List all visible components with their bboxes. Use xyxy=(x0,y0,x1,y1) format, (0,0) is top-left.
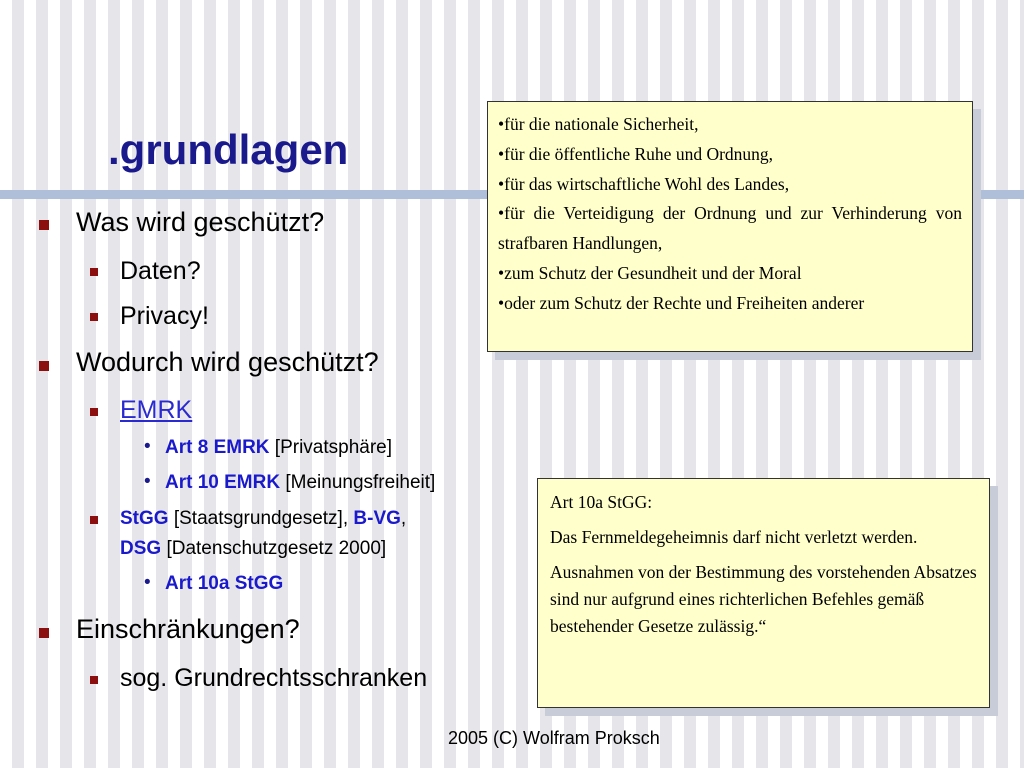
bullet-square-icon xyxy=(90,268,98,276)
stgg-box-para1: Das Fernmeldegeheimnis darf nicht verletzt werden. xyxy=(550,527,918,547)
outline-item-art10 xyxy=(165,472,435,494)
slide-title: .grundlagen xyxy=(108,126,349,173)
art10a-label: Art 10a StGG xyxy=(165,573,284,594)
limits-line: •für das wirtschaftliche Wohl des Landes, xyxy=(498,173,790,194)
bullet-square-icon xyxy=(90,676,98,684)
bvg-label: B-VG xyxy=(353,508,401,529)
outline-item-daten: Daten? xyxy=(120,257,201,285)
outline-item-dsg xyxy=(120,538,386,560)
art10-desc: [Meinungsfreiheit] xyxy=(280,472,436,493)
stgg-box-heading: Art 10a StGG: xyxy=(550,492,653,512)
bullet-square-icon xyxy=(90,313,98,321)
stgg-desc: [Staatsgrundgesetz], xyxy=(168,508,354,529)
bullet-dot-icon: • xyxy=(144,436,151,457)
limits-line: •für die Verteidigung der Ordnung und zur Verhinderung von strafbaren Handlungen, xyxy=(498,203,962,254)
stgg-box-para2: Ausnahmen von der Bestimmung des vorstehenden Absatzes sind nur aufgrund eines richterlichen Befehles gemäß bestehender Gesetze zulässig.“ xyxy=(550,562,977,636)
bullet-square-icon xyxy=(90,516,98,524)
bullet-dot-icon: • xyxy=(144,572,151,593)
art8-label: Art 8 EMRK xyxy=(165,437,270,458)
bullet-square-icon xyxy=(90,408,98,416)
outline-item-art10a xyxy=(165,573,283,595)
art10-label: Art 10 EMRK xyxy=(165,472,281,493)
outline-item-q2: Wodurch wird geschützt? xyxy=(76,347,379,377)
outline-item-schranken: sog. Grundrechtsschranken xyxy=(120,664,428,692)
bullet-square-icon xyxy=(39,220,49,230)
outline-item-q1: Was wird geschützt? xyxy=(76,207,325,237)
outline-item-privacy: Privacy! xyxy=(120,302,209,330)
emrk-link-text[interactable]: EMRK xyxy=(120,396,193,424)
outline-item-art8 xyxy=(165,437,392,459)
stgg-callout-box xyxy=(537,478,990,708)
dsg-label: DSG xyxy=(120,538,162,559)
limits-line: •für die öffentliche Ruhe und Ordnung, xyxy=(498,143,774,164)
bullet-square-icon xyxy=(39,628,49,638)
slide-footer: 2005 (C) Wolfram Proksch xyxy=(448,728,660,748)
emrk-link[interactable] xyxy=(120,396,192,425)
stgg-label: StGG xyxy=(120,508,169,529)
outline-item-stgg xyxy=(120,508,406,530)
outline-item-q3: Einschränkungen? xyxy=(76,614,300,644)
limits-line: •zum Schutz der Gesundheit und der Moral xyxy=(498,262,802,283)
bullet-dot-icon: • xyxy=(144,471,151,492)
dsg-desc: [Datenschutzgesetz 2000] xyxy=(161,538,387,559)
art8-desc: [Privatsphäre] xyxy=(269,437,393,458)
limits-callout-box xyxy=(487,101,973,352)
bvg-sep: , xyxy=(400,508,407,529)
bullet-square-icon xyxy=(39,361,49,371)
limits-line: •für die nationale Sicherheit, xyxy=(498,114,699,134)
limits-line: •oder zum Schutz der Rechte und Freiheiten anderer xyxy=(498,292,865,313)
